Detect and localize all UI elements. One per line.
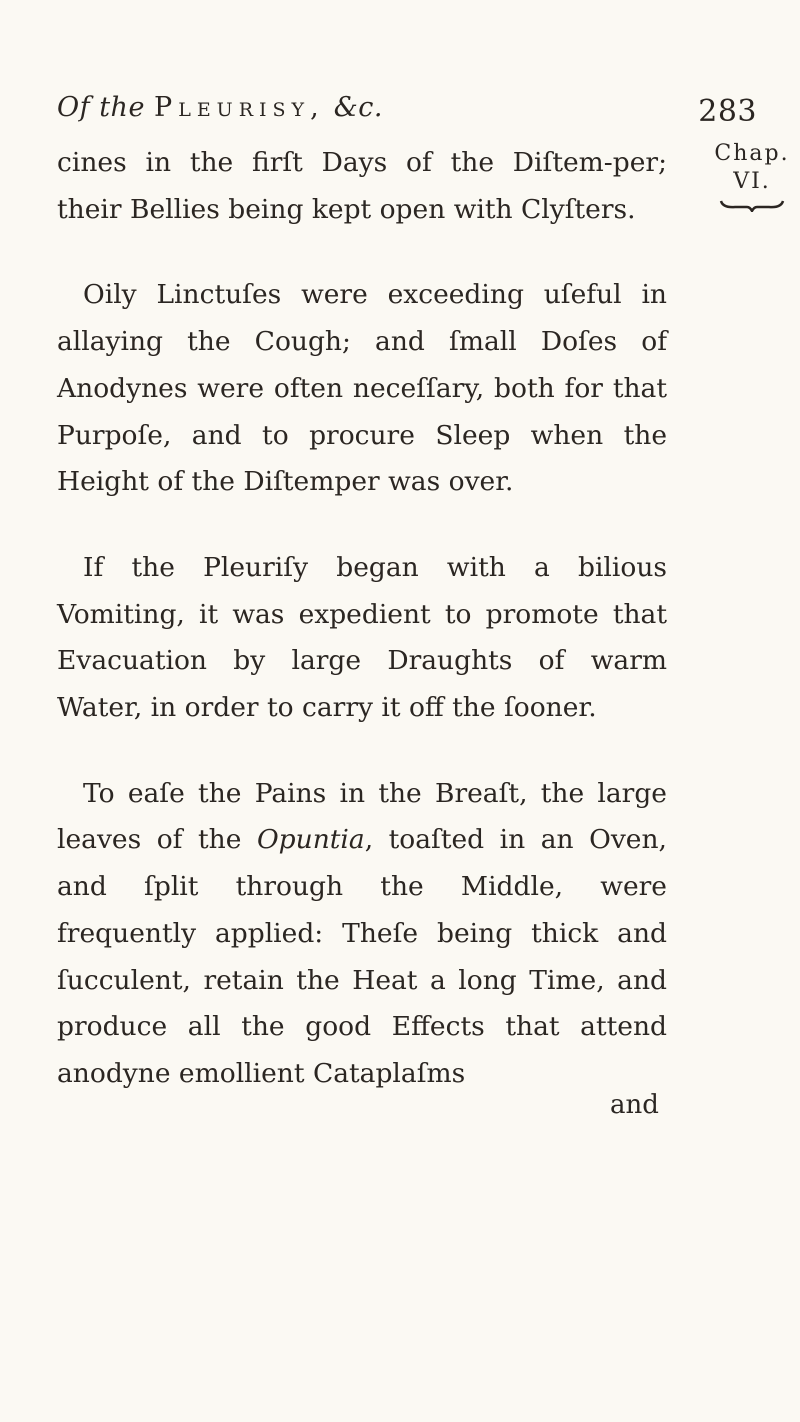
brace-ornament	[719, 198, 785, 212]
running-head-title: Pleurisy,	[154, 92, 325, 123]
paragraph-linctuses: Oily Linctuſes were exceeding uſeful in allaying the Cough; and ſmall Doſes of Anodynes were often neceſſary, both for that Purpoſe, and to procure Sleep when the Height of the Diſtemper was over.	[57, 279, 667, 498]
paragraph-vomiting: If the Pleuriſy began with a bilious Vomiting, it was expedient to promote that Evacuation by large Draughts of warm Water, in order to carry it off the ſooner.	[57, 551, 667, 724]
margin-note-chap: Chap.	[714, 141, 790, 166]
paragraph-opuntia-before: To eaſe the Pains in the Breaſt, the large leaves of the	[57, 777, 667, 856]
running-head	[57, 92, 383, 123]
running-head-italic: Of the	[57, 92, 145, 123]
opuntia-term: Opuntia	[256, 824, 365, 856]
paragraph-continued: cines in the firſt Days of the Diſtem-per; their Bellies being kept open with Clyſters.	[57, 147, 667, 225]
paragraph-opuntia	[57, 771, 667, 1098]
paragraph-opuntia-after: , toaſted in an Oven, and ſplit through the Middle, were frequently applied: Theſe being thick and ſucculent, retain the Heat a long Time, and produce all the good Effects that attend anodyne emollient Cataplaſms	[57, 824, 667, 1089]
margin-note-number: VI.	[733, 169, 771, 194]
page-number: 283	[698, 94, 757, 129]
body-text	[57, 140, 667, 1137]
running-head-etc: &c.	[333, 92, 383, 123]
catchword: and	[610, 1090, 659, 1120]
chapter-margin-note	[708, 140, 796, 212]
